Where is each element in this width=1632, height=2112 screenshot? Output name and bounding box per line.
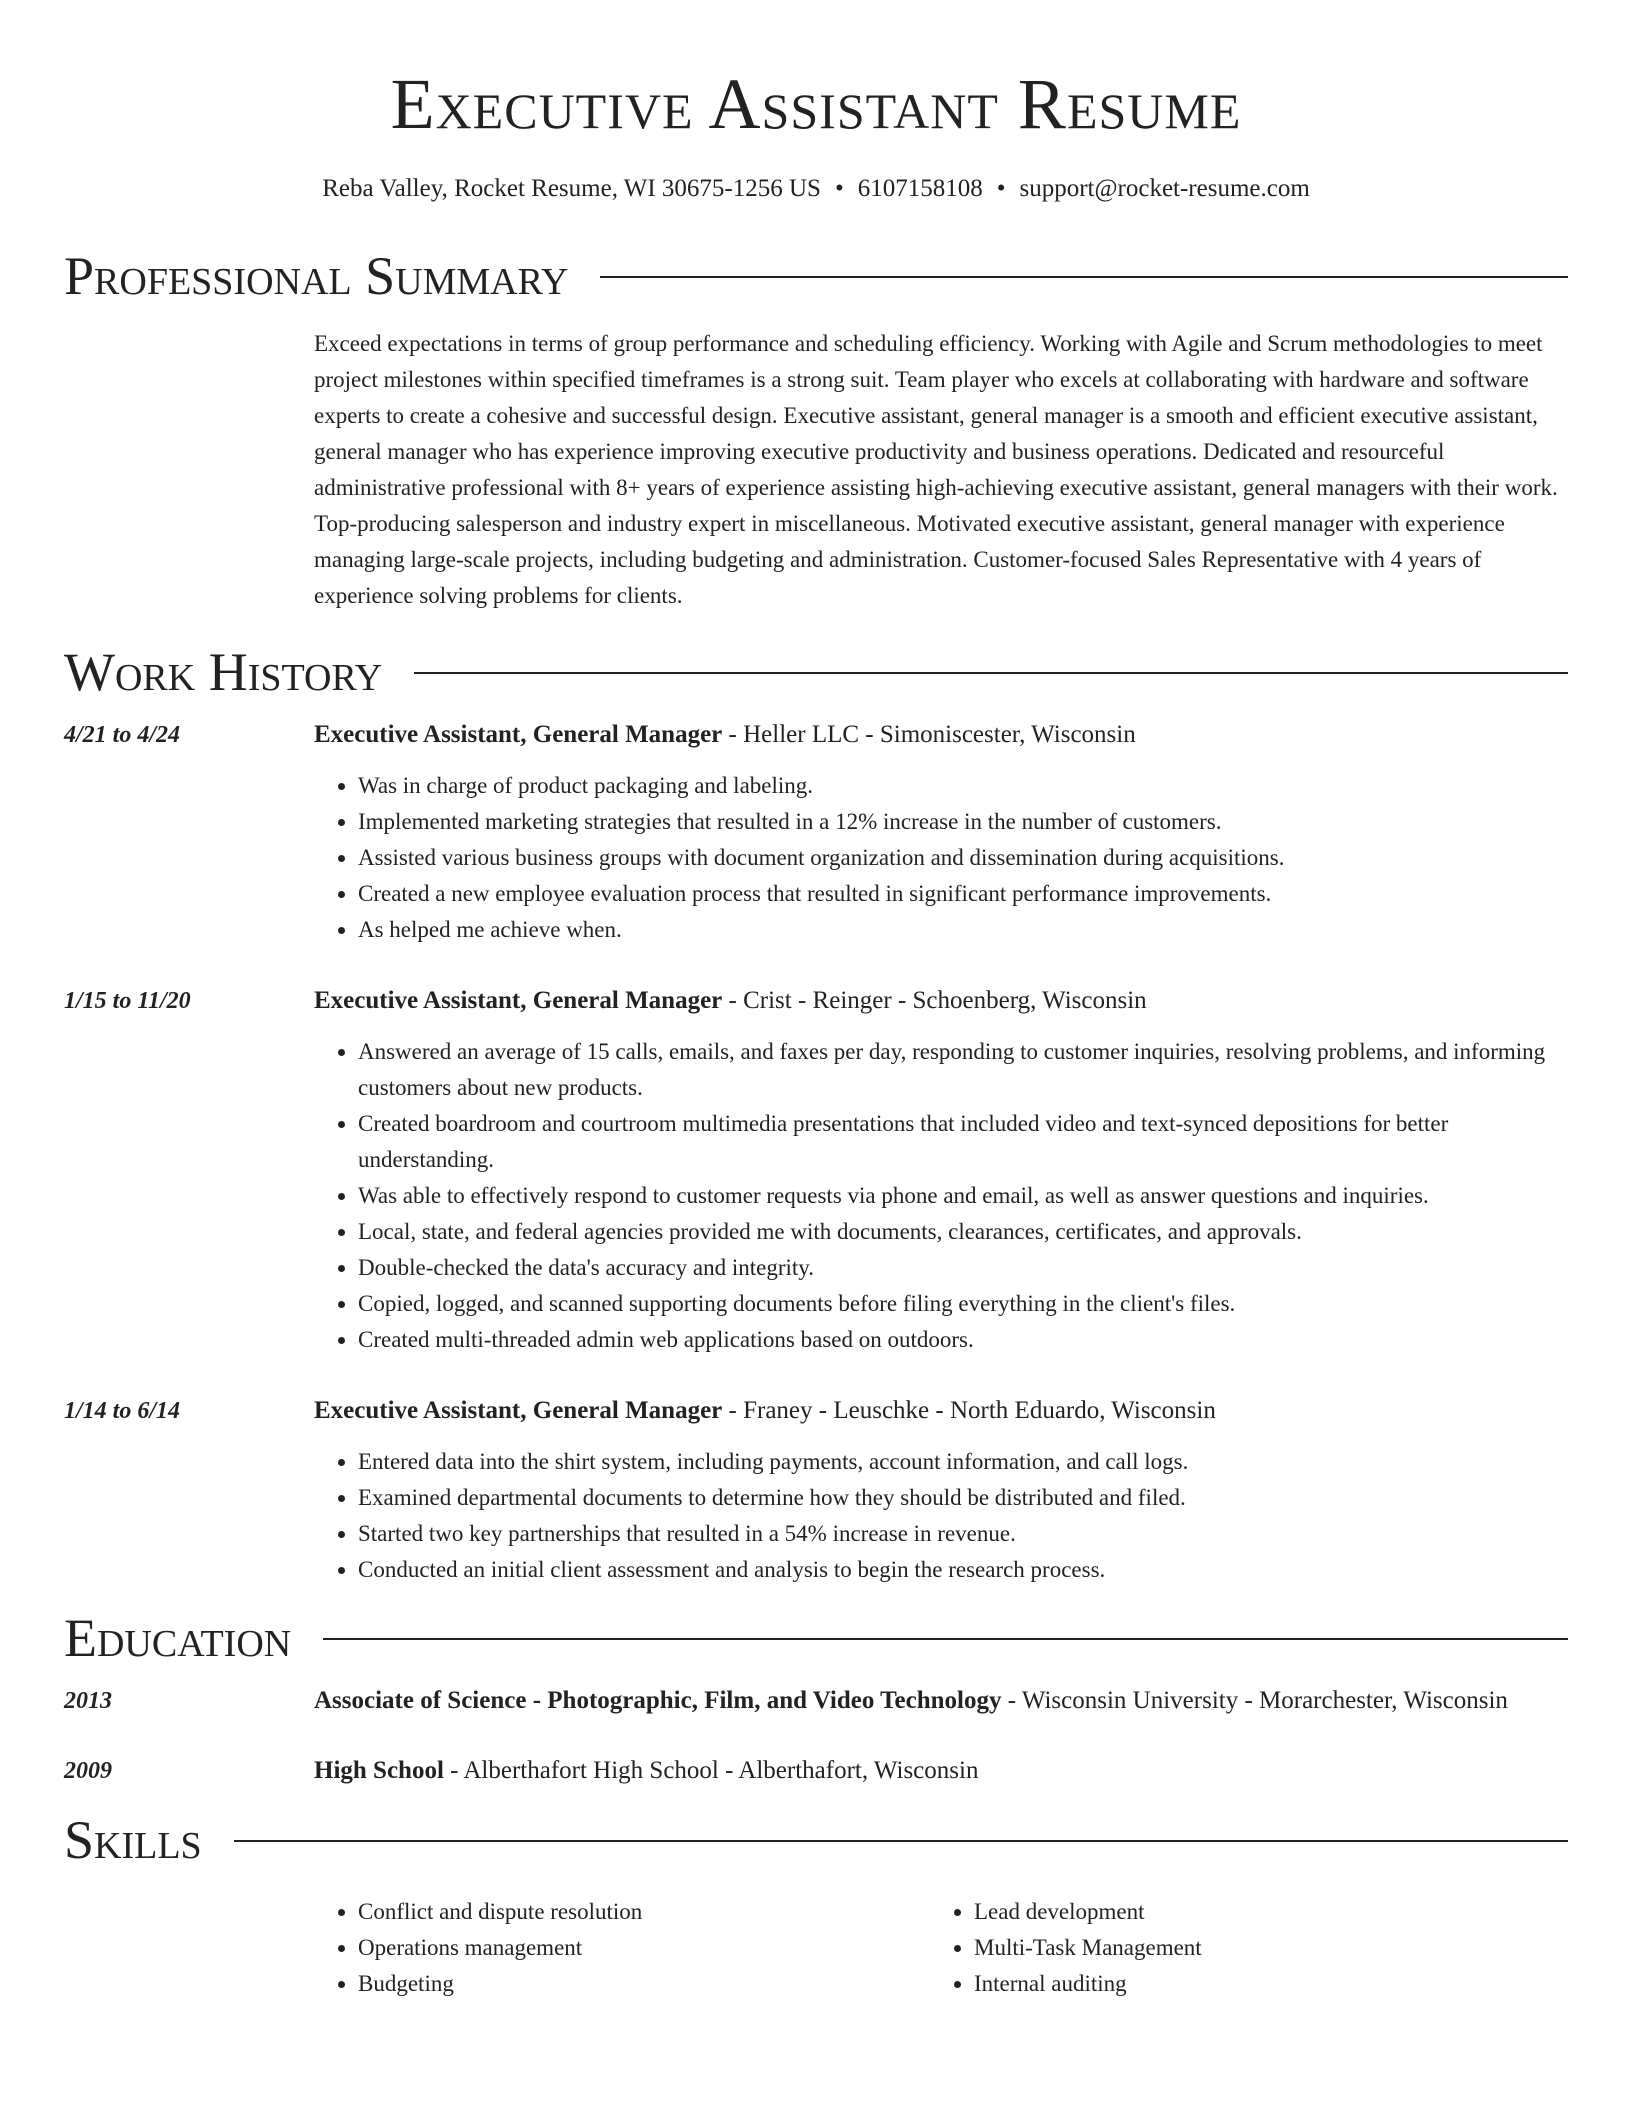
skill-item: • Operations management — [358, 1930, 930, 1966]
work-details: - Crist - Reinger - Schoenberg, Wisconsin — [722, 987, 1147, 1014]
work-bullets — [314, 1034, 1568, 1358]
work-bullet: • As helped me achieve when. — [358, 912, 1568, 948]
work-heading — [314, 1392, 1568, 1430]
work-bullet: • Created a new employee evaluation process that resulted in significant performance improvements. — [358, 876, 1568, 912]
work-body — [314, 1392, 1568, 1588]
education-year: 2009 — [64, 1758, 112, 1784]
education-body — [314, 1752, 1568, 1790]
education-details: - Wisconsin University - Morarchester, Wisconsin — [1001, 1687, 1508, 1714]
section-title-skills: Skills — [64, 1810, 202, 1870]
work-dates: 4/21 to 4/24 — [64, 722, 181, 748]
section-divider — [323, 1638, 1568, 1640]
work-bullet: • Copied, logged, and scanned supporting documents before filing everything in the client's files. — [358, 1286, 1568, 1322]
section-header-summary — [64, 244, 1568, 308]
skill-item: • Conflict and dispute resolution — [358, 1894, 930, 1930]
work-entry — [64, 1392, 1568, 1588]
section-divider — [414, 672, 1568, 674]
document-title: Executive Assistant Resume — [390, 64, 1242, 144]
education-details: - Alberthafort High School - Alberthafort, Wisconsin — [443, 1757, 979, 1784]
work-entry — [64, 716, 1568, 948]
work-bullet: • Created boardroom and courtroom multimedia presentations that included video and text-synced depositions for better understanding. — [358, 1106, 1568, 1178]
work-role: Executive Assistant, General Manager — [314, 1397, 723, 1424]
contact-line — [64, 172, 1568, 206]
skills-list-left — [314, 1894, 930, 2002]
work-bullet: • Local, state, and federal agencies provided me with documents, clearances, certificates, and approvals. — [358, 1214, 1568, 1250]
work-bullet: • Was in charge of product packaging and labeling. — [358, 768, 1568, 804]
section-title-education: Education — [64, 1608, 292, 1668]
summary-text: Exceed expectations in terms of group performance and scheduling efficiency. Working with Agile and Scrum methodologies to meet project milestones within specified timeframes is a strong suit. Team player who excels at collaborating with hardware and software experts to create a cohesive and successful design. Executive assistant, general manager is a smooth and efficient executive assistant, general manager who has experience improving executive productivity and business operations. Dedicated and resourceful administrative professional with 8+ years of experience assisting high-achieving executive assistant, general managers with their work. Top-producing salesperson and industry expert in miscellaneous. Motivated executive assistant, general manager with experience managing large-scale projects, including budgeting and administration. Customer-focused Sales Representative with 4 years of experience solving problems for clients. — [314, 331, 1558, 608]
work-dates: 1/14 to 6/14 — [64, 1398, 181, 1424]
skill-item: • Multi-Task Management — [974, 1930, 1546, 1966]
section-divider — [600, 276, 1568, 278]
work-bullet: • Conducted an initial client assessment and analysis to begin the research process. — [358, 1552, 1568, 1588]
work-details: - Heller LLC - Simoniscester, Wisconsin — [722, 721, 1136, 748]
skills-columns — [314, 1894, 1568, 2002]
education-year: 2013 — [64, 1688, 112, 1714]
education-degree: High School — [314, 1757, 444, 1784]
education-heading — [314, 1682, 1568, 1720]
education-degree: Associate of Science - Photographic, Film, and Video Technology — [314, 1687, 1002, 1714]
section-divider — [234, 1840, 1568, 1842]
work-entry — [64, 982, 1568, 1358]
work-bullet: • Answered an average of 15 calls, emails, and faxes per day, responding to customer inquiries, resolving problems, and informing customers about new products. — [358, 1034, 1568, 1106]
education-entry — [64, 1682, 1568, 1720]
education-body — [314, 1682, 1568, 1720]
work-heading — [314, 716, 1568, 754]
work-bullet: • Assisted various business groups with document organization and dissemination during acquisitions. — [358, 840, 1568, 876]
section-header-work — [64, 640, 1568, 704]
skill-item: • Internal auditing — [974, 1966, 1546, 2002]
work-role: Executive Assistant, General Manager — [314, 721, 723, 748]
contact-separator: • — [996, 175, 1006, 202]
section-title-summary: Professional Summary — [64, 246, 569, 306]
education-heading — [314, 1752, 1568, 1790]
contact-separator: • — [834, 175, 844, 202]
work-bullets — [314, 768, 1568, 948]
work-role: Executive Assistant, General Manager — [314, 987, 723, 1014]
work-bullet: • Entered data into the shirt system, including payments, account information, and call logs. — [358, 1444, 1568, 1480]
section-header-education — [64, 1606, 1568, 1670]
work-body — [314, 982, 1568, 1358]
work-dates: 1/15 to 11/20 — [64, 988, 191, 1014]
work-bullet: • Started two key partnerships that resulted in a 54% increase in revenue. — [358, 1516, 1568, 1552]
work-bullet: • Examined departmental documents to determine how they should be distributed and filed. — [358, 1480, 1568, 1516]
skill-item: • Lead development — [974, 1894, 1546, 1930]
work-body — [314, 716, 1568, 948]
section-title-work: Work History — [64, 642, 383, 702]
work-bullet: • Was able to effectively respond to customer requests via phone and email, as well as answer questions and inquiries. — [358, 1178, 1568, 1214]
work-bullet: • Implemented marketing strategies that resulted in a 12% increase in the number of customers. — [358, 804, 1568, 840]
contact-address: Reba Valley, Rocket Resume, WI 30675-1256 US — [322, 175, 821, 202]
contact-email: support@rocket-resume.com — [1019, 175, 1310, 202]
education-entry — [64, 1752, 1568, 1790]
work-heading — [314, 982, 1568, 1020]
skill-item: • Budgeting — [358, 1966, 930, 2002]
contact-phone: 6107158108 — [857, 175, 983, 202]
skills-list-right — [930, 1894, 1546, 2002]
resume-page — [64, 0, 1568, 2002]
section-header-skills — [64, 1808, 1568, 1872]
work-bullet: • Created multi-threaded admin web applications based on outdoors. — [358, 1322, 1568, 1358]
work-details: - Franey - Leuschke - North Eduardo, Wisconsin — [722, 1397, 1216, 1424]
work-bullets — [314, 1444, 1568, 1588]
work-bullet: • Double-checked the data's accuracy and integrity. — [358, 1250, 1568, 1286]
